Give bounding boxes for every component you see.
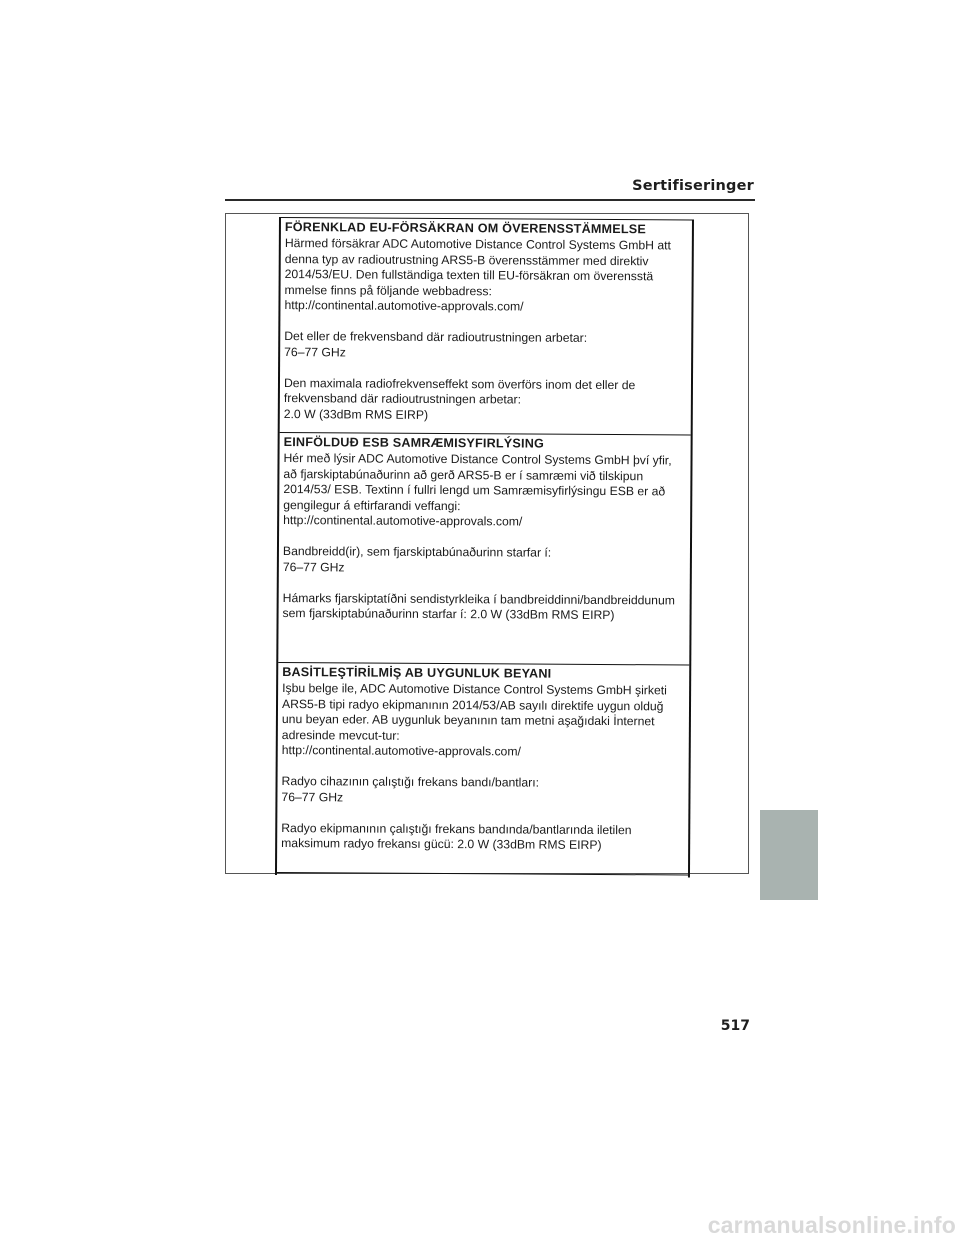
power-value: 2.0 W (33dBm RMS EIRP) (283, 406, 429, 422)
section-line: 2014/53/EU. Den fullständiga texten till EU-försäkran om överensstä (284, 267, 654, 284)
section-title: EINFÖLDUÐ ESB SAMRÆMISYFIRLÝSING (283, 435, 545, 451)
section-line: Härmed försäkrar ADC Automotive Distance Control Systems GmbH att (284, 236, 671, 253)
band-line: Det eller de frekvensband där radioutrustningen arbetar: (284, 329, 588, 345)
section-line: adresinde mevcut-tur: (281, 727, 400, 743)
power-line: maksimum radyo frekansı gücü: 2.0 W (33dBm RMS EIRP) (281, 836, 602, 852)
section-url: http://continental.automotive-approvals.com/ (281, 743, 521, 759)
power-line: sem fjarskiptabúnaðurinn starfar í: 2.0 W (33dBm RMS EIRP) (282, 606, 615, 623)
section-line: Hér með lýsir ADC Automotive Distance Control Systems GmbH því yfir, (283, 451, 672, 468)
header-rule (225, 199, 755, 201)
section-line: 2014/53/ ESB. Textinn í fullri lengd um Samræmisyfirlýsingu ESB er að (283, 482, 666, 499)
power-line: Den maximala radiofrekvenseffekt som överförs inom det eller de (283, 375, 636, 392)
section-title: FÖRENKLAD EU-FÖRSÄKRAN OM ÖVERENSSTÄMMELSE (284, 220, 647, 237)
band-line: Radyo cihazının çalıştığı frekans bandı/bantları: (281, 774, 540, 790)
section-url: http://continental.automotive-approvals.com/ (284, 298, 524, 314)
section-line: mmelse finns på följande webbadress: (284, 282, 492, 298)
band-value: 76–77 GHz (282, 559, 345, 574)
declaration-scan (275, 217, 694, 878)
section-icelandic (278, 432, 690, 665)
section-url: http://continental.automotive-approvals.com/ (283, 513, 523, 529)
page-number: 517 (720, 1018, 750, 1034)
section-swedish (280, 217, 692, 435)
section-line: gengilegur á eftirfarandi veffangi: (283, 497, 461, 513)
section-line: að fjarskiptabúnaðurinn að gerð ARS5-B er í samræmi við tilskipun (283, 466, 644, 483)
band-value: 76–77 GHz (281, 789, 344, 804)
band-line: Bandbreidd(ir), sem fjarskiptabúnaðurinn starfar í: (282, 544, 552, 560)
section-line: denna typ av radioutrustning ARS5-B överensstämmer med direktiv (284, 251, 649, 268)
power-line: frekvensband där radioutrustningen arbetar: (283, 391, 522, 407)
power-line: Hámarks fjarskiptatíðni sendistyrkleika í bandbreiddinni/bandbreiddunum (282, 590, 675, 607)
band-value: 76–77 GHz (284, 344, 346, 359)
section-line: unu beyan eder. AB uygunluk beyanının tam metni aşağıdaki İnternet (281, 712, 655, 729)
section-line: ARS5-B tipi radyo ekipmanının 2014/53/AB sayılı direktife uygun olduğ (281, 696, 664, 713)
section-title: BASİTLEŞTİRİLMİŞ AB UYGUNLUK BEYANI (282, 665, 552, 681)
power-line: Radyo ekipmanının çalıştığı frekans bandında/bantlarında iletilen (281, 820, 632, 837)
watermark: carmanualsonline.info (707, 1212, 956, 1238)
section-turkish (277, 662, 689, 878)
page-header-title: Sertifiseringer (632, 178, 754, 194)
section-line: Işbu belge ile, ADC Automotive Distance Control Systems GmbH şirketi (282, 681, 667, 698)
chapter-tab (760, 810, 818, 900)
